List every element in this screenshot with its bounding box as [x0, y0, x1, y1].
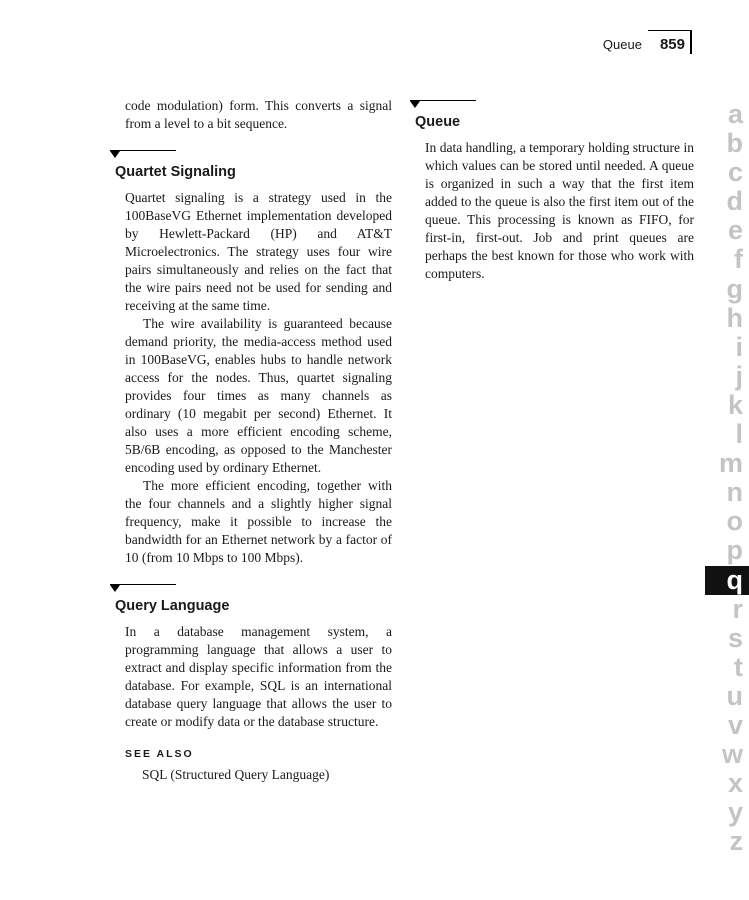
thumb-index-letter-c: c [727, 157, 743, 188]
thumb-index-letter-y: y [727, 797, 743, 828]
thumb-index-letter-s: s [727, 622, 743, 653]
thumb-index-letter-h: h [726, 302, 743, 333]
thumb-index-letter-m: m [718, 448, 743, 479]
thumb-index-letter-f: f [734, 244, 743, 275]
page-number: 859 [659, 36, 685, 53]
entry-marker [110, 583, 392, 595]
thumb-index-letter-q: q [705, 566, 749, 595]
thumb-index-letter-g: g [726, 273, 743, 304]
entry-term: Quartet Signaling [115, 164, 236, 180]
entry-term: Queue [415, 114, 461, 130]
running-header-section: Queue [602, 37, 642, 52]
thumb-index-letter-l: l [735, 419, 743, 450]
entry-query-language [110, 583, 392, 784]
entry-term: Query Language [115, 598, 230, 614]
thumb-index-letter-t: t [734, 651, 743, 682]
entry-queue [410, 99, 694, 283]
entry-marker [110, 149, 392, 161]
thumb-index-letter-u: u [726, 680, 743, 711]
continuation-text: code modulation) form. This converts a signal from a level to a bit sequence. [125, 98, 392, 131]
see-also-label: SEE ALSO [125, 748, 194, 760]
thumb-index-letter-n: n [726, 477, 743, 508]
right-column [410, 99, 694, 283]
running-header [603, 36, 689, 53]
entry-marker [410, 99, 694, 111]
see-also-reference: SQL (Structured Query Language) [142, 767, 330, 782]
thumb-index-letter-k: k [727, 389, 743, 420]
entry-paragraph: The wire availability is guaranteed because demand priority, the media-access method used in 100BaseVG, enables hubs to handle network access for the nodes. Thus, quartet signaling provides four times as many channels as ordinary (10 megabit per second) Ethernet. It also uses a more efficient encoding scheme, 5B/6B encoding, as opposed to the Manchester encoding used by ordinary Ethernet. [125, 316, 392, 475]
header-rule [648, 30, 692, 31]
thumb-index-letter-v: v [727, 709, 743, 740]
thumb-index-letter-i: i [735, 331, 743, 362]
thumb-index-letter-o: o [726, 506, 743, 537]
entry-paragraph: In a database management system, a programming language that allows a user to extract and display specific information from the database. For example, SQL is an international database query language that allows the user to create or modify data or the database structure. [125, 624, 392, 729]
thumb-index-letter-a: a [727, 99, 743, 129]
thumb-index-letter-b: b [726, 128, 743, 159]
entry-paragraph: The more efficient encoding, together with the four channels and a slightly higher signal frequency, make it possible to increase the bandwidth for an Ethernet network by a factor of 10 (from 10 Mbps to 100 Mbps). [125, 478, 392, 565]
thumb-index-letter-r: r [732, 593, 743, 624]
thumb-index-letter-d: d [726, 186, 743, 217]
header-rule-vertical [690, 30, 692, 54]
thumb-index-letter-w: w [721, 739, 743, 770]
triangle-marker-icon [410, 101, 420, 108]
entry-paragraph: In data handling, a temporary holding structure in which values can be stored until needed. A queue is organized in such a way that the first item added to the queue is also the first item out of the queue. This processing is known as FIFO, for first-in, first-out. Job and print queues are perhaps the best known for those who work with computers. [425, 140, 694, 281]
thumb-index-letter-p: p [726, 535, 743, 566]
entry-quartet-signaling [110, 149, 392, 567]
thumb-index-letter-j: j [735, 360, 743, 391]
alphabet-thumb-index [705, 100, 749, 856]
entry-paragraph: Quartet signaling is a strategy used in the 100BaseVG Ethernet implementation developed by Hewlett-Packard (HP) and AT&T Microelectronics. The strategy uses four wire pairs simultaneously and relies on the fact that the wire pairs need not be used for sending and receiving at the same time. [125, 190, 392, 313]
thumb-index-letter-x: x [727, 768, 743, 799]
thumb-index-letter-z: z [729, 826, 743, 857]
left-column [110, 97, 392, 784]
thumb-index-letter-e: e [727, 215, 743, 246]
triangle-marker-icon [110, 151, 120, 158]
triangle-marker-icon [110, 585, 120, 592]
